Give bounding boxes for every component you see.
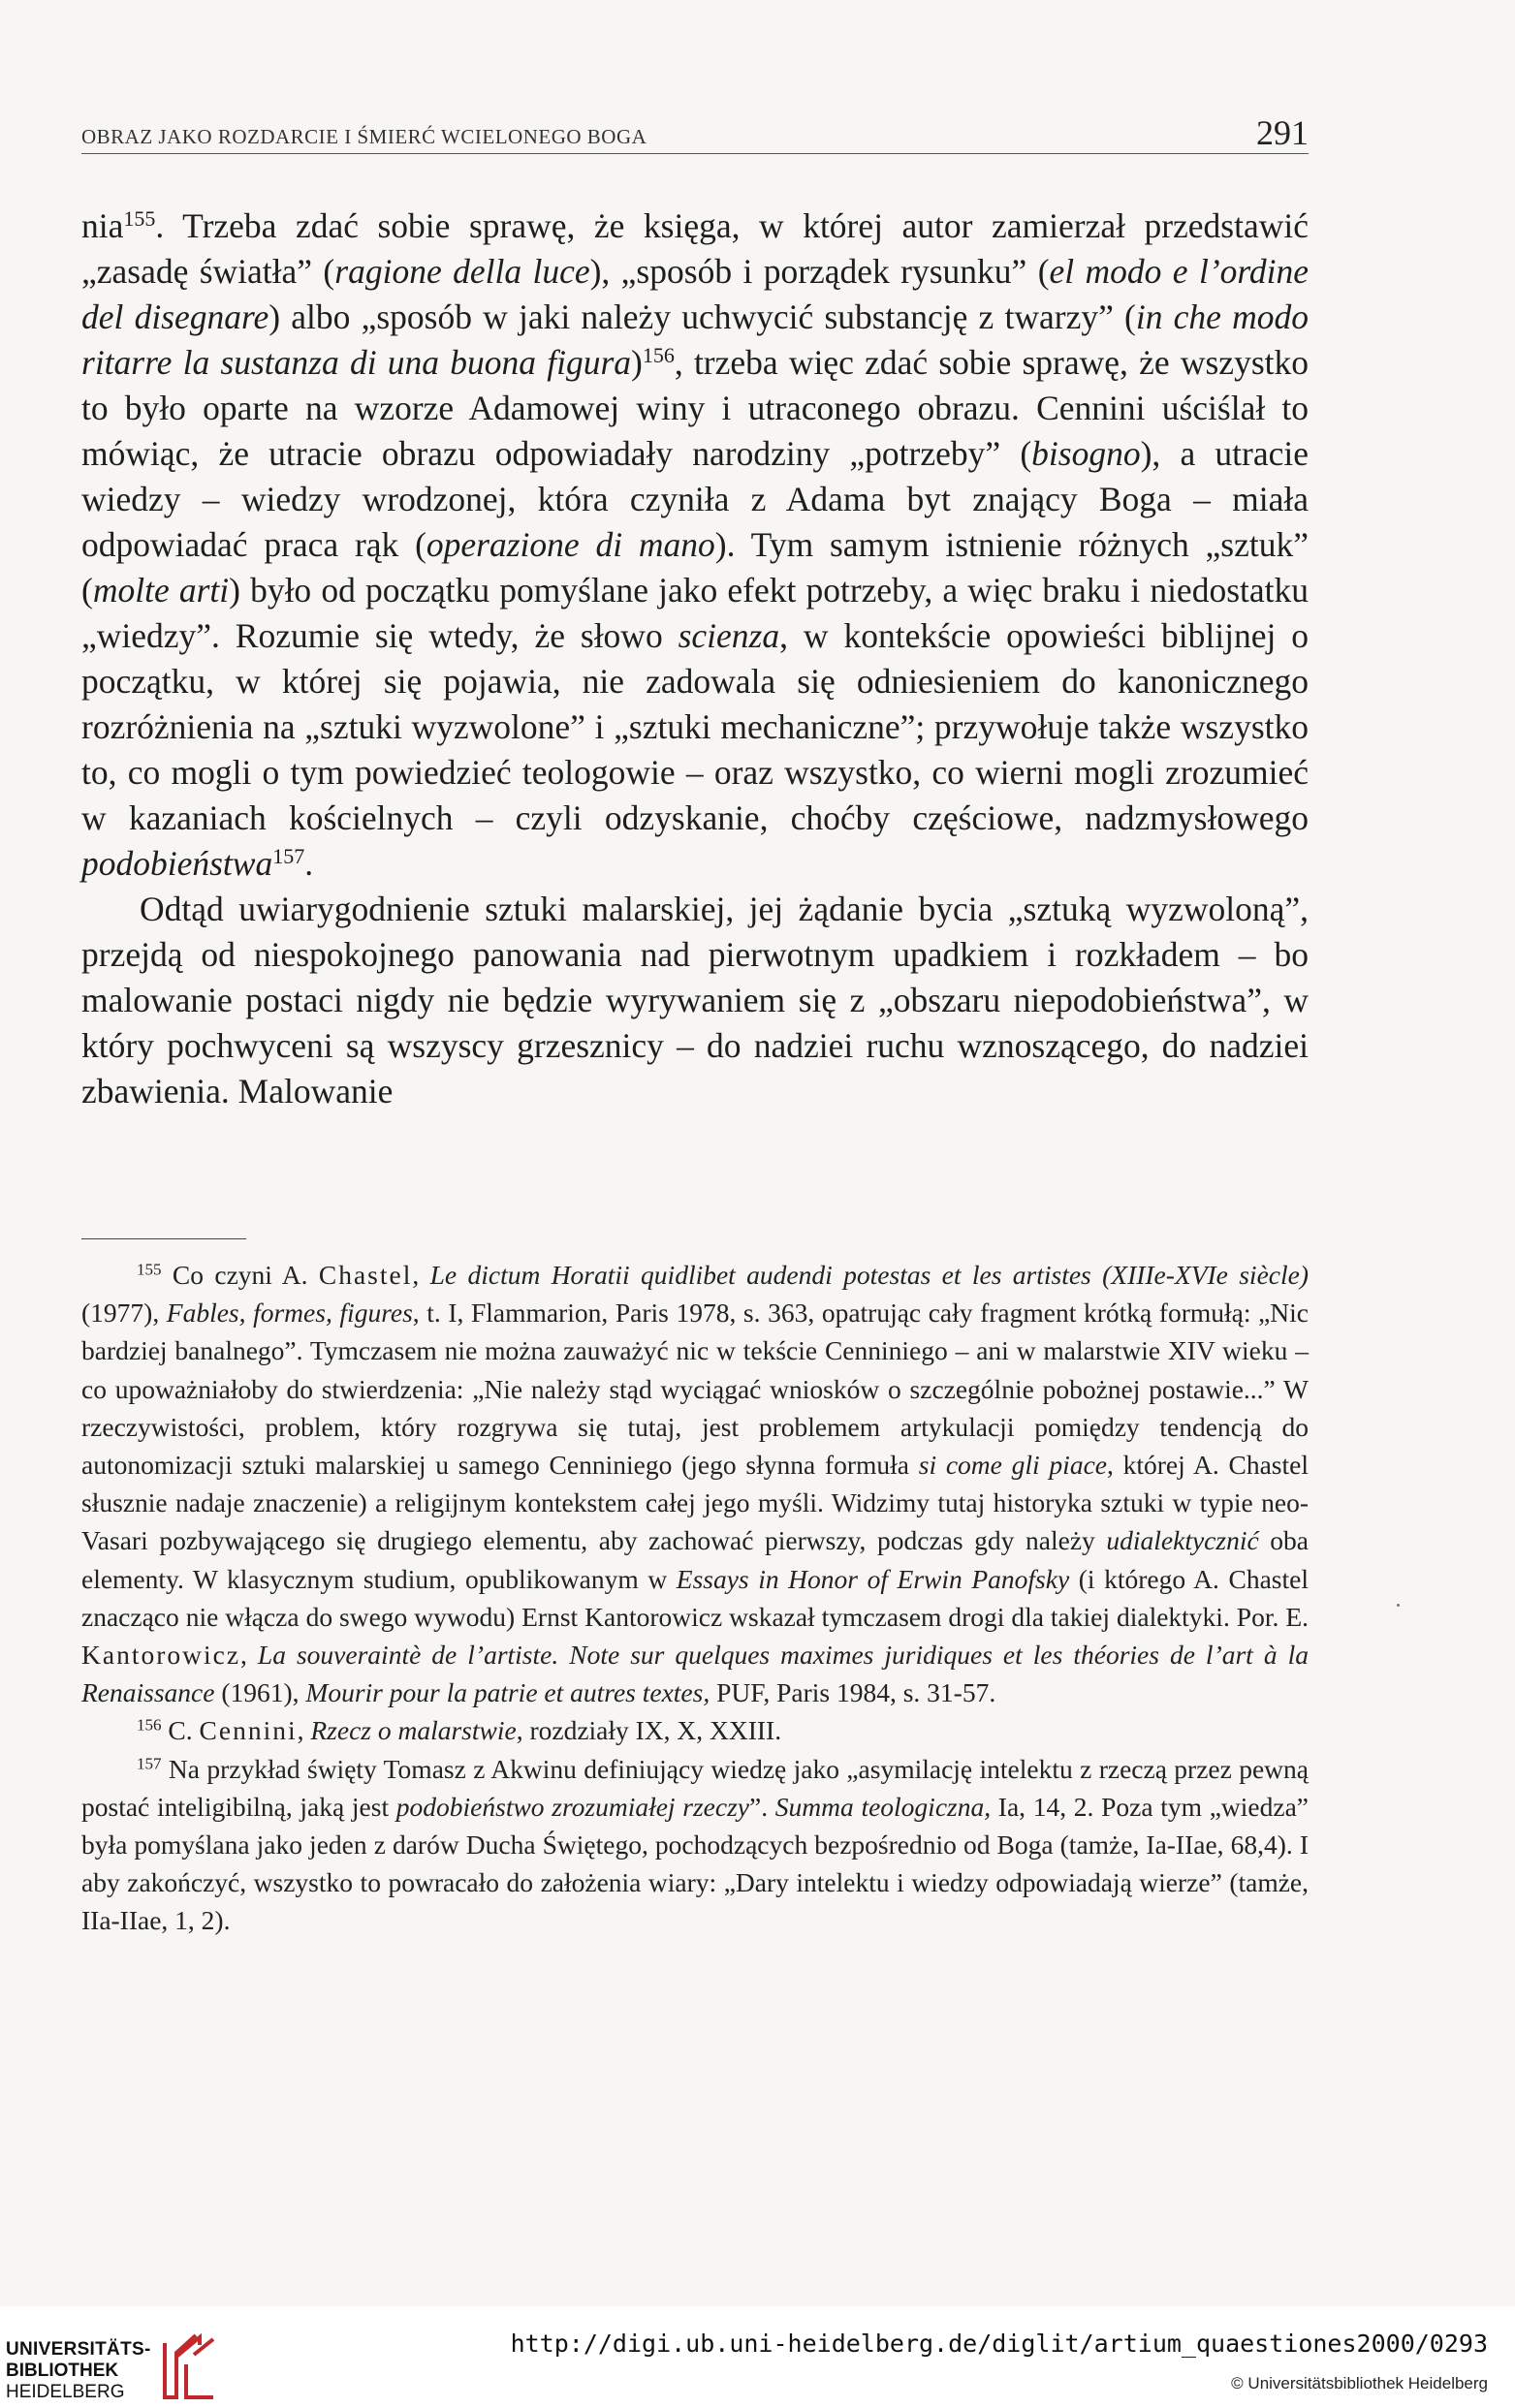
text-run: ). Tym samym istnienie różnych „sztuk” (	[81, 525, 1309, 610]
logo-text-line1: UNIVERSITÄTS-	[6, 2339, 151, 2360]
italic-term: ragione della luce	[334, 252, 590, 291]
text-run: PUF, Paris 1984, s. 31-57.	[710, 1677, 996, 1708]
text-run: . Trzeba zdać sobie sprawę, że księga, w której autor zamierzał przedstawić „zasadę światła” (	[81, 206, 1309, 291]
footnote-157	[81, 1750, 1309, 1940]
text-run: , w kontekście opowieści biblijnej o początku, w której się pojawia, nie zadowala się odniesieniem do kanonicznego rozróżnienia na „sztuki wyzwolone” i „sztuki mechaniczne”; przywołuje także wszystko to, co mogli o tym powiedzieć teologowie – oraz wszystko, co wierni mogli zrozumieć w kazaniach kościelnych – czyli odzyskanie, choćby częściowe, nadzmysłowego	[81, 616, 1309, 837]
footnote-number: 156	[137, 1716, 162, 1736]
text-run: , rozdziały IX, X, XXIII.	[516, 1715, 782, 1746]
footnote-number: 157	[137, 1754, 162, 1773]
italic-term: bisogno	[1031, 434, 1141, 473]
footnotes	[81, 1256, 1309, 1940]
italic-title: Fables, formes, figures	[166, 1298, 413, 1329]
text-run: ”.	[749, 1791, 775, 1822]
italic-term: si come gli piace	[918, 1450, 1107, 1481]
text-run: .	[304, 844, 314, 883]
text-run: Ia, 14, 2. Poza tym „wiedza” była pomyślana jako jeden z darów Ducha Świętego, pochodzących bezpośrednio od Boga (tamże, Ia-IIae, 68,4). I aby zakończyć, wszystko to powracało do założenia wiary: „Dary intelektu i wiedzy odpowiadają wierze” (tamże, IIa-IIae, 1, 2).	[81, 1791, 1310, 1936]
text-run: , trzeba więc zdać sobie sprawę, że wszystko to było oparte na wzorze Adamowej winy i utraconego obrazu. Cennini uściślał to mówiąc, że utracie obrazu odpowiadały narodziny „potrzeby” (	[81, 343, 1309, 473]
text-run: oba elementy. W klasycznym studium, opublikowanym w	[81, 1525, 1309, 1594]
italic-term: operazione di mano	[426, 525, 715, 564]
digitization-footer	[0, 2306, 1515, 2408]
spaced-author: Chastel	[318, 1260, 413, 1290]
library-emblem-icon	[157, 2326, 225, 2401]
paragraph-2: Odtąd uwiarygodnienie sztuki malarskiej, jej żądanie bycia „sztuką wyzwoloną”, przejdą od niespokojnego panowania nad pierwotnym upadkiem i rozkładem – bo malowanie postaci nigdy nie będzie wyrywaniem się z „obszaru niepodobieństwa”, w który pochwyceni są wszyscy grzesznicy – do nadziei ruchu wznoszącego, do nadziei zbawienia. Malowanie	[81, 890, 1309, 1110]
text-run: nia	[81, 206, 124, 245]
italic-term: udialektycznić	[1106, 1525, 1259, 1556]
spaced-author: Cennini	[199, 1715, 298, 1746]
italic-title: Le dictum Horatii quidlibet audendi potestas et les artistes (XIIIe-XVIe siècle)	[429, 1260, 1309, 1290]
text-run: , t. I, Flammarion, Paris 1978, s. 363, opatrując cały fragment krótką formułą: „Nic bardziej banalnego”. Tymczasem nie można zauważyć nic w tekście Cenniniego – ani w malarstwie XIV wieku – co upoważniałoby do stwierdzenia: „Nie należy stąd wyciągać wniosków o szczególnie pobożnej postawie...” W rzeczywistości, problem, który rozgrywa się tutaj, jest problemem artykulacji pomiędzy tendencją do autonomizacji sztuki malarskiej u samego Cenniniego (jego słynna formuła	[81, 1298, 1309, 1481]
text-run: Na przykład święty Tomasz z Akwinu definiujący wiedzę jako „asymilację intelektu z rzeczą przez pewną postać inteligibilną, jaką jest	[81, 1753, 1309, 1822]
footnote-ref-155[interactable]: 155	[123, 205, 156, 231]
italic-title: Rzecz o malarstwie	[310, 1715, 517, 1746]
main-text	[81, 203, 1309, 1114]
text-run: ,	[412, 1260, 430, 1290]
text-run: (1961),	[214, 1677, 306, 1708]
logo-text-line3: HEIDELBERG	[6, 2382, 125, 2402]
running-header	[81, 114, 1309, 154]
footnote-ref-156[interactable]: 156	[642, 342, 675, 367]
footnote-number: 155	[137, 1260, 162, 1279]
spaced-author: Kantorowicz	[81, 1640, 241, 1671]
italic-term: el modo e l’ordine del disegnare	[81, 252, 1310, 336]
text-run: , której A. Chastel słusznie nadaje znaczenie) a religijnym kontekstem całej jego myśli. Widzimy tutaj historyka sztuki w typie neo-Vasari pozbywającego się drugiego elementu, aby zachować pierwszy, podczas gdy należy	[81, 1450, 1309, 1556]
text-run: C.	[161, 1715, 200, 1746]
footnote-divider	[81, 1238, 246, 1239]
footnote-ref-157[interactable]: 157	[272, 843, 305, 868]
italic-title: La souveraintè de l’artiste. Note sur quelques maximes juridiques et les théories de l’art à la Renaissance	[81, 1640, 1309, 1708]
text-run: ) było od początku pomyślane jako efekt potrzeby, a więc braku i niedostatku „wiedzy”. Rozumie się wtedy, że słowo	[81, 571, 1309, 655]
text-run: ) albo „sposób w jaki należy uchwycić substancję z twarzy” (	[268, 297, 1136, 336]
italic-title: Essays in Honor of Erwin Panofsky	[676, 1563, 1070, 1594]
copyright-notice: © Universitätsbibliothek Heidelberg	[1231, 2374, 1488, 2392]
text-run: ), „sposób i porządek rysunku” (	[589, 252, 1050, 291]
text-run: (i którego A. Chastel znacząco nie włącza do swego wywodu) Ernst Kantorowicz wskazał tymczasem drogi dla takiej dialektyki. Por. E.	[81, 1563, 1309, 1632]
running-title: OBRAZ JAKO ROZDARCIE I ŚMIERĆ WCIELONEGO BOGA	[81, 125, 647, 148]
italic-title: Summa teologiczna,	[774, 1791, 992, 1822]
footnote-155	[81, 1256, 1309, 1711]
text-run: (1977),	[81, 1298, 167, 1329]
paragraph-1	[81, 203, 1309, 887]
logo-text-line2: BIBLIOTHEK	[6, 2361, 119, 2381]
footnote-156	[81, 1711, 1309, 1749]
italic-term: molte arti	[92, 571, 230, 610]
permalink-url[interactable]: http://digi.ub.uni-heidelberg.de/diglit/artium_quaestiones2000/0293	[510, 2330, 1488, 2358]
italic-title: Mourir pour la patrie et autres textes,	[305, 1677, 710, 1708]
italic-term: scienza	[678, 616, 780, 655]
text-run: ), a utracie wiedzy – wiedzy wrodzonej, która czyniła z Adama byt znający Boga – miała odpowiadać praca rąk (	[81, 434, 1309, 564]
text-run: ,	[297, 1715, 311, 1746]
text-run: )	[631, 343, 643, 382]
scan-speck	[1397, 1604, 1400, 1607]
text-run: Co czyni A.	[161, 1260, 319, 1290]
text-run: ,	[240, 1640, 258, 1671]
page-number: 291	[1256, 113, 1309, 152]
italic-term: podobieństwo zrozumiałej rzeczy	[395, 1791, 749, 1822]
italic-term: in che modo ritarre la sustanza di una buona figura	[81, 297, 1310, 382]
italic-term: podobieństwa	[81, 844, 273, 883]
library-logo[interactable]	[0, 2306, 252, 2408]
